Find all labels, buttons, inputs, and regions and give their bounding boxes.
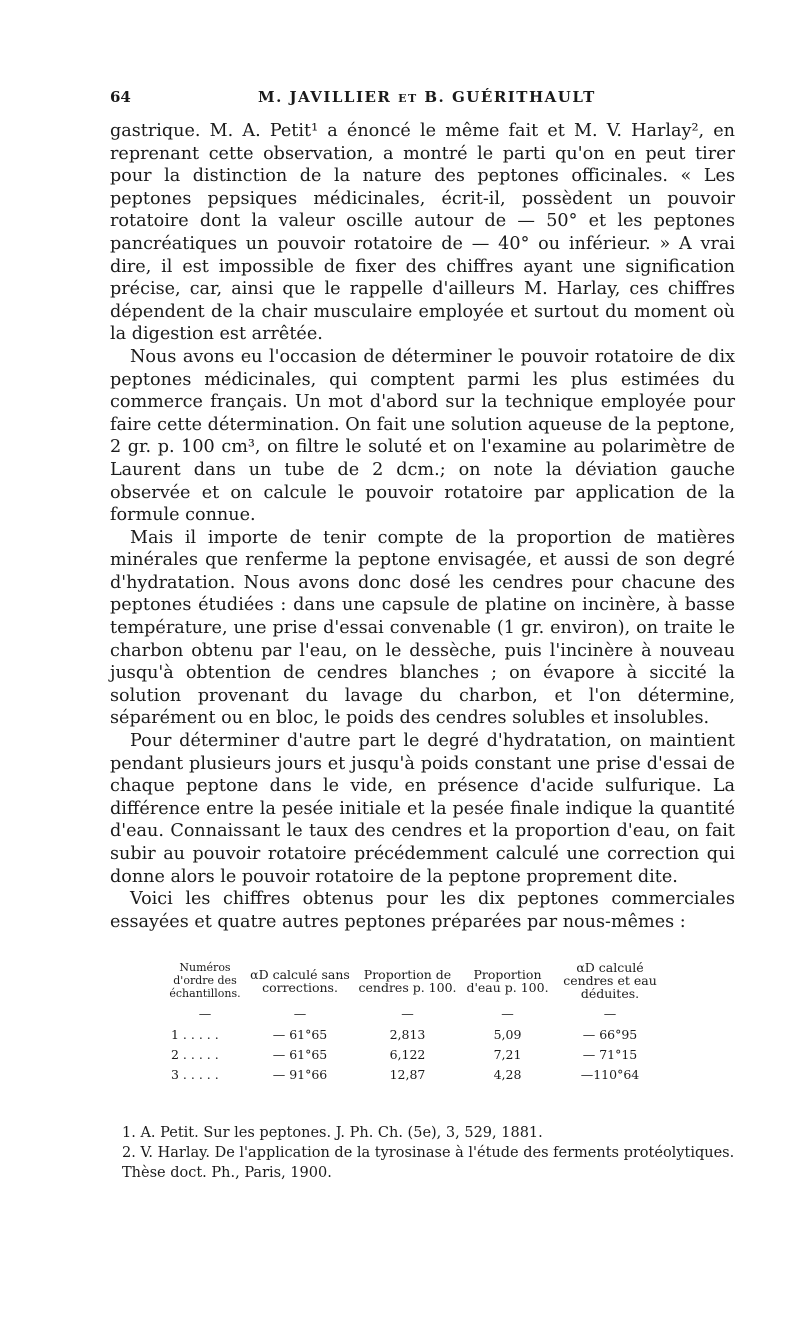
paragraph-2: Nous avons eu l'occasion de déterminer le pouvoir rotatoire de dix peptones médicinales, qui comptent parmi les plus estimées du commerce français. Un mot d'abord sur la technique employée pour faire cette détermination. On fait une solution aqueuse de la peptone, 2 gr. p. 100 cm³, on filtre le soluté et on l'examine au polarimètre de Laurent dans un tube de 2 dcm.; on note la déviation gauche observée et on calcule le pouvoir rotatoire par application de la formule connue.: [110, 346, 735, 526]
header-sample-number: Numéros d'ordre des échantillons.: [169, 961, 241, 1001]
running-title: M. JAVILLIER et B. GUÉRITHAULT: [258, 88, 596, 106]
table-row: [165, 1045, 710, 1065]
table-row: [165, 1065, 710, 1085]
body-text: [110, 120, 735, 933]
paragraph-4: Pour déterminer d'autre part le degré d'hydratation, on maintient pendant plusieurs jours et jusqu'à poids constant une prise d'essai de chaque peptone dans le vide, en présence d'acide sulfurique. La différence entre la pesée initiale et la pesée finale indique la quantité d'eau. Connaissant le taux des cendres et la proportion d'eau, on fait subir au pouvoir rotatoire précédemment calculé une correction qui donne alors le pouvoir rotatoire de la peptone proprement dite.: [110, 731, 735, 887]
table-body: [165, 1025, 710, 1085]
table-dash-row: [165, 1006, 710, 1021]
cell-sample: 2 . . . . .: [171, 1047, 219, 1063]
cell-water: 5,09: [493, 1027, 522, 1043]
paragraph-5: Voici les chiffres obtenus pour les dix peptones commerciales essayées et quatre autres peptones préparées par nous-mêmes :: [110, 889, 735, 932]
page-number: 64: [110, 88, 131, 106]
dash: —: [603, 1006, 617, 1022]
paragraph-1: gastrique. M. A. Petit¹ a énoncé le même fait et M. V. Harlay², en reprenant cette observation, a montré le parti qu'on en peut tirer pour la distinction de la nature des peptones officinales. « Les peptones pepsiques médicinales, écrit-il, possèdent un pouvoir rotatoire dont la valeur oscille autour de — 50° et les peptones pancréatiques un pouvoir rotatoire de — 40° ou inférieur. » A vrai dire, il est impossible de fixer des chiffres ayant une signification précise, car, ainsi que le rappelle d'ailleurs M. Harlay, ces chiffres dépendent de la chair musculaire employée et surtout du moment où la digestion est arrêtée.: [110, 121, 735, 345]
results-table: [165, 961, 710, 1085]
cell-sample: 1 . . . . .: [171, 1027, 219, 1043]
table-header-row: [165, 961, 710, 1000]
cell-alpha-uncorrected: — 61°65: [272, 1027, 328, 1043]
dash: —: [198, 1006, 212, 1022]
table-row: [165, 1025, 710, 1045]
cell-alpha-uncorrected: — 91°66: [272, 1067, 328, 1083]
header-ash-proportion: Proportion de cendres p. 100.: [358, 966, 457, 995]
paragraph-3: Mais il importe de tenir compte de la proportion de matières minérales que renferme la peptone envisagée, et aussi de son degré d'hydratation. Nous avons donc dosé les cendres pour chacune des peptones étudiées : dans une capsule de platine on incinère, à basse température, une prise d'essai convenable (1 gr. environ), on traite le charbon obtenu par l'eau, on le dessèche, puis l'incinère à nouveau jusqu'à obtention de cendres blanches ; on évapore à siccité la solution provenant du lavage du charbon, et l'on détermine, séparément ou en bloc, le poids des cendres solubles et insolubles.: [110, 527, 735, 729]
footnote-1: 1. A. Petit. Sur les peptones. J. Ph. Ch. (5e), 3, 529, 1881.: [122, 1125, 543, 1142]
cell-ash: 2,813: [389, 1027, 426, 1043]
header-water-proportion: Proportion d'eau p. 100.: [466, 966, 549, 995]
cell-alpha-corrected: — 71°15: [582, 1047, 638, 1063]
cell-alpha-corrected: —110°64: [580, 1067, 640, 1083]
cell-ash: 6,122: [389, 1047, 426, 1063]
dash: —: [293, 1006, 307, 1022]
running-header: [110, 82, 735, 112]
footnotes: [110, 1123, 735, 1183]
footnote-2: 2. V. Harlay. De l'application de la tyrosinase à l'étude des ferments protéolytiques. Thèse doct. Ph., Paris, 1900.: [122, 1145, 735, 1182]
dash: —: [401, 1006, 414, 1022]
header-alpha-uncorrected: αD calculé sans corrections.: [250, 966, 350, 995]
cell-sample: 3 . . . . .: [171, 1067, 219, 1083]
page: [110, 82, 735, 1183]
cell-alpha-corrected: — 66°95: [582, 1027, 638, 1043]
cell-ash: 12,87: [389, 1067, 426, 1083]
header-alpha-corrected: αD calculé cendres et eau déduites.: [563, 960, 657, 1002]
cell-alpha-uncorrected: — 61°65: [272, 1047, 328, 1063]
dash: —: [501, 1006, 514, 1022]
cell-water: 4,28: [493, 1067, 522, 1083]
cell-water: 7,21: [493, 1047, 522, 1063]
